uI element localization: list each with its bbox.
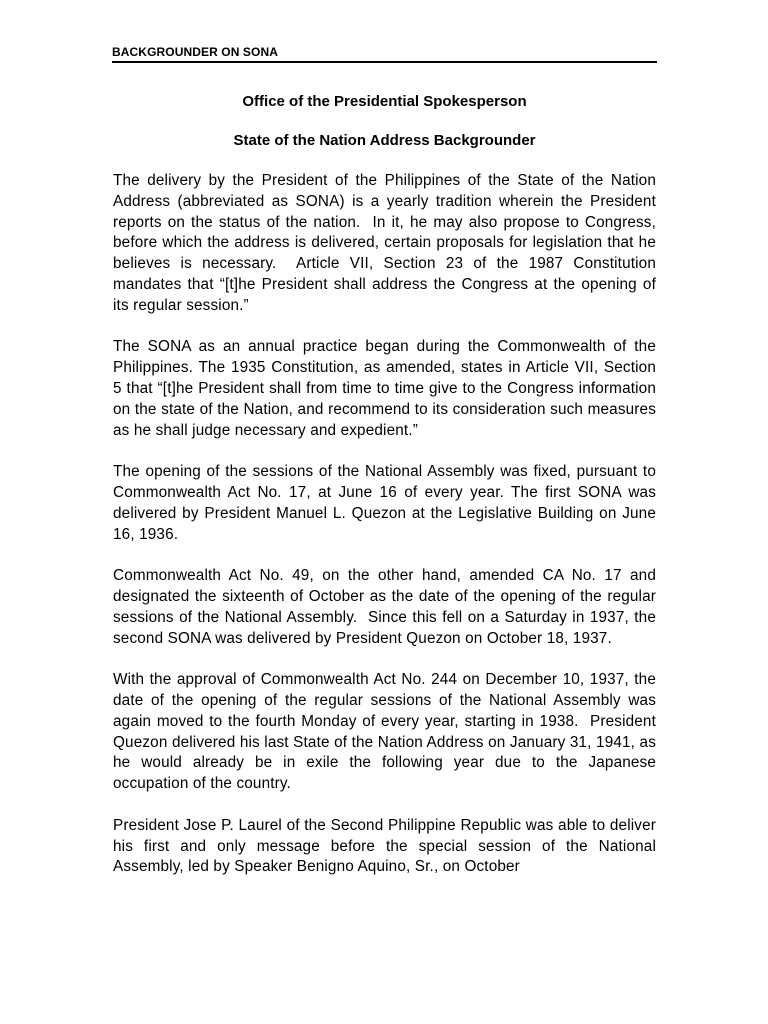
paragraph: The opening of the sessions of the National Assembly was fixed, pursuant to Commonwealth Act No. 17, at June 16 of every year. The first SONA was delivered by President Manuel L. Quezon at the Legislative Building on June 16, 1936.	[113, 463, 661, 543]
paragraph: Commonwealth Act No. 49, on the other hand, amended CA No. 17 and designated the sixteenth of October as the date of the opening of the regular sessions of the National Assembly. Since this fell on a Saturday in 1937, the second SONA was delivered by President Quezon on October 18, 1937.	[113, 567, 661, 647]
header-rule	[112, 61, 657, 63]
paragraph: The SONA as an annual practice began during the Commonwealth of the Philippines. The 1935 Constitution, as amended, states in Article VII, Section 5 that “[t]he President shall from time to time give to the Congress information on the state of the Nation, and recommend to its consideration such measures as he shall judge necessary and expedient.”	[113, 338, 661, 439]
document-title: State of the Nation Address Backgrounder	[233, 132, 536, 149]
paragraph: President Jose P. Laurel of the Second Philippine Republic was able to deliver his first and only message before the special session of the National Assembly, led by Speaker Benigno Aquino, Sr., on October	[113, 816, 661, 876]
running-header: BACKGROUNDER ON SONA	[112, 45, 279, 59]
document-body	[113, 171, 661, 899]
paragraph: The delivery by the President of the Philippines of the State of the Nation Address (abbreviated as SONA) is a yearly tradition wherein the President reports on the status of the nation. In it, he may also propose to Congress, before which the address is delivered, certain proposals for legislation that he believes is necessary. Article VII, Section 23 of the 1987 Constitution mandates that “[t]he President shall address the Congress at the opening of its regular session.”	[113, 172, 661, 314]
office-heading: Office of the Presidential Spokesperson	[242, 93, 527, 110]
paragraph: With the approval of Commonwealth Act No. 244 on December 10, 1937, the date of the opening of the regular sessions of the National Assembly was again moved to the fourth Monday of every year, starting in 1938. President Quezon delivered his last State of the Nation Address on January 31, 1941, as he would already be in exile the following year due to the Japanese occupation of the country.	[113, 671, 661, 793]
